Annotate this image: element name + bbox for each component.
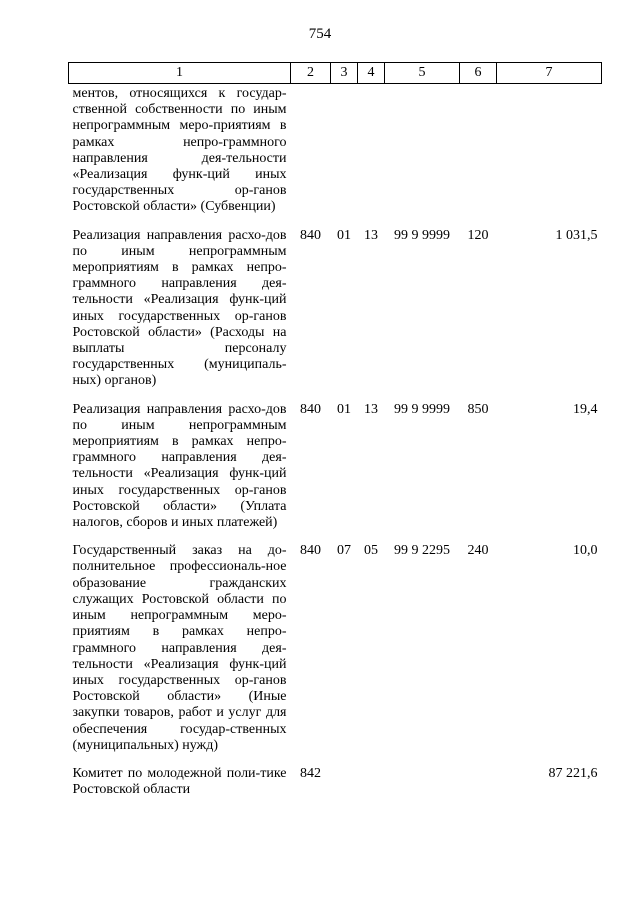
row-description: Комитет по молодежной поли-тике Ростовской области <box>72 765 287 798</box>
row-subsection-code <box>358 84 385 216</box>
row-target-code: 99 9 9999 <box>394 227 450 243</box>
row-description: ментов, относящихся к государ-ственной собственности по иным непрограммным меро-приятиям в рамках непро-граммного направления дея-тельности «Реализация функ-ций иных государственных ор-ганов Ростовской области» (Субвенции) <box>72 86 287 215</box>
table-row <box>69 531 602 754</box>
row-target-code: 99 9 2295 <box>394 543 450 559</box>
row-subsection-code: 13 <box>364 401 378 417</box>
row-target-code: 99 9 9999 <box>394 401 450 417</box>
row-target-code <box>385 84 460 216</box>
row-description: Реализация направления расхо-дов по иным непрограммным мероприятиям в рамках непро-граммного направления дея-тельности «Реализация функ-ций иных государственных ор-ганов Ростовской области» (Уплата налогов, сборов и иных платежей) <box>72 401 287 531</box>
header-col-6: 6 <box>460 63 497 84</box>
row-expense-type <box>460 754 497 798</box>
row-amount <box>497 84 602 216</box>
row-section-code: 07 <box>337 543 351 559</box>
row-ministry-code: 840 <box>300 543 321 559</box>
row-description: Государственный заказ на до-полнительное профессиональ-ное образование гражданских служащих Ростовской области по иным непрограммным меро-приятиям в рамках непро-граммного направления дея-тельности «Реализация функ-ций иных государственных ор-ганов Ростовской области» (Иные закупки товаров, работ и услуг для обеспечения государ-ственных (муниципальных) нужд) <box>72 543 287 753</box>
header-col-7: 7 <box>497 63 602 84</box>
row-expense-type: 850 <box>467 401 489 417</box>
row-subsection-code: 05 <box>364 543 378 559</box>
row-target-code <box>385 754 460 798</box>
table-header <box>69 63 602 84</box>
table-row <box>69 216 602 390</box>
row-ministry-code <box>291 84 331 216</box>
table-row <box>69 754 602 798</box>
header-row <box>69 63 602 84</box>
row-expense-type <box>460 84 497 216</box>
row-section-code: 01 <box>337 401 351 417</box>
row-amount: 1 031,5 <box>555 227 598 243</box>
header-col-5: 5 <box>385 63 460 84</box>
header-col-4: 4 <box>358 63 385 84</box>
header-col-1: 1 <box>69 63 291 84</box>
table-row <box>69 390 602 532</box>
row-description: Реализация направления расхо-дов по иным непрограммным мероприятиям в рамках непро-граммного направления дея-тельности «Реализация функ-ций иных государственных ор-ганов Ростовской области» (Расходы на выплаты персоналу государственных (муниципаль-ных) органов) <box>72 227 287 389</box>
row-subsection-code <box>358 754 385 798</box>
row-amount: 87 221,6 <box>548 765 598 781</box>
row-ministry-code: 840 <box>300 401 321 417</box>
row-ministry-code: 840 <box>300 227 321 243</box>
row-amount: 10,0 <box>573 543 598 559</box>
row-section-code: 01 <box>337 227 351 243</box>
header-col-2: 2 <box>291 63 331 84</box>
row-ministry-code: 842 <box>300 765 321 781</box>
row-amount: 19,4 <box>573 401 598 417</box>
page-number: 754 <box>308 26 332 42</box>
row-expense-type: 120 <box>467 227 489 243</box>
budget-table <box>68 62 602 798</box>
table-row <box>69 84 602 216</box>
row-section-code <box>331 84 358 216</box>
header-col-3: 3 <box>331 63 358 84</box>
row-section-code <box>331 754 358 798</box>
row-expense-type: 240 <box>467 543 489 559</box>
row-subsection-code: 13 <box>364 227 378 243</box>
